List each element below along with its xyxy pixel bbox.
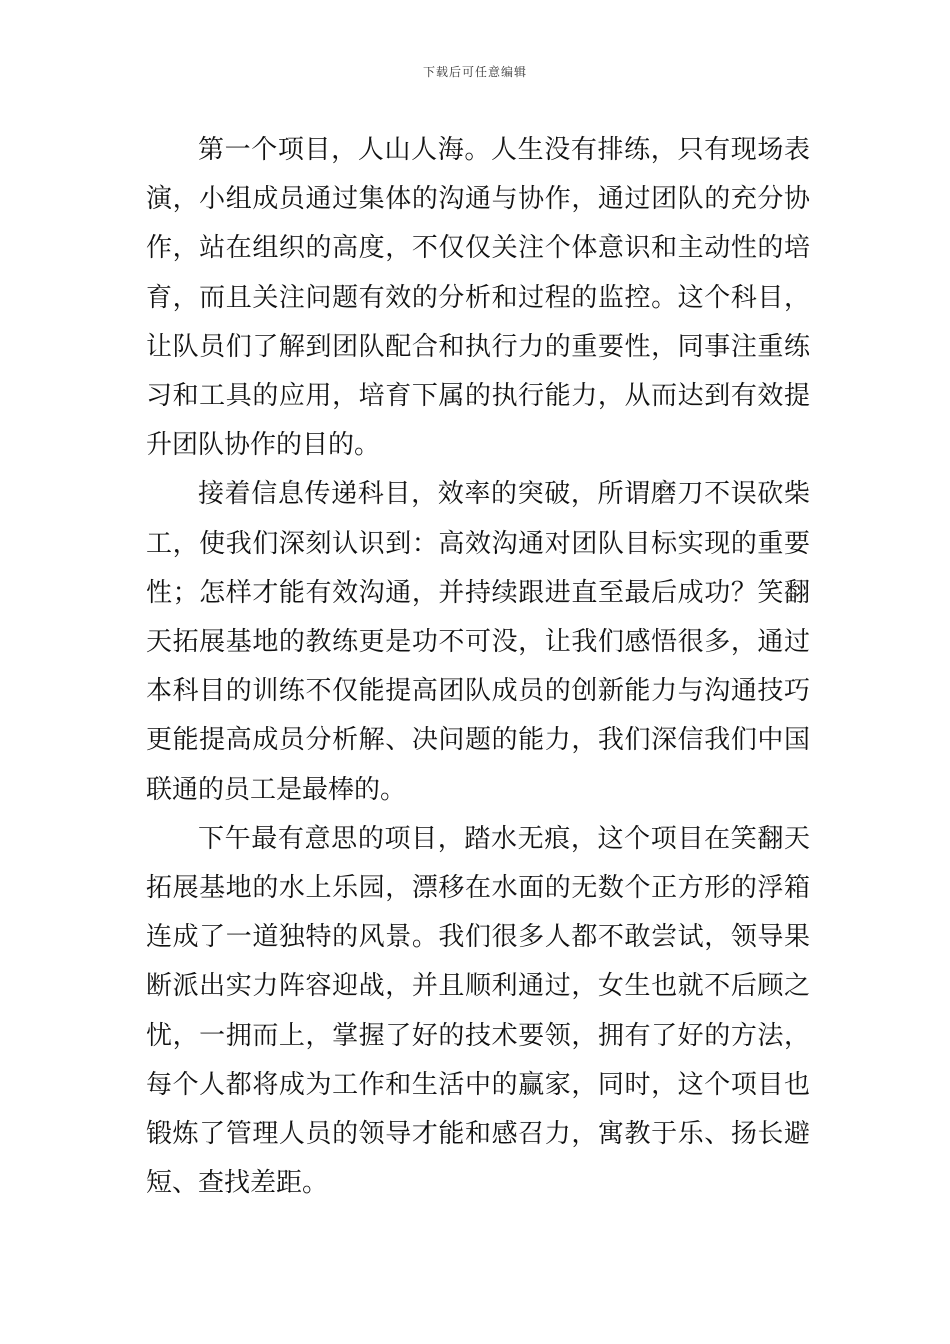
paragraph-2: 接着信息传递科目，效率的突破，所谓磨刀不误砍柴工，使我们深刻认识到：高效沟通对团队目标实现的重要性；怎样才能有效沟通，并持续跟进直至最后成功？笑翻天拓展基地的教练更是功不可没，让我们感悟很多，通过本科目的训练不仅能提高团队成员的创新能力与沟通技巧更能提高成员分析解、决问题的能力，我们深信我们中国联通的员工是最棒的。 <box>146 479 810 805</box>
page-header: 下载后可任意编辑 <box>422 65 527 79</box>
paragraph-1: 第一个项目，人山人海。人生没有排练，只有现场表演，小组成员通过集体的沟通与协作，通过团队的充分协作，站在组织的高度，不仅仅关注个体意识和主动性的培育，而且关注问题有效的分析和过程的监控。这个科目，让队员们了解到团队配合和执行力的重要性，同事注重练习和工具的应用，培育下属的执行能力，从而达到有效提升团队协作的目的。 <box>146 135 810 461</box>
paragraph-3: 下午最有意思的项目，踏水无痕，这个项目在笑翻天拓展基地的水上乐园，漂移在水面的无数个正方形的浮箱连成了一道独特的风景。我们很多人都不敢尝试，领导果断派出实力阵容迎战，并且顺利通过，女生也就不后顾之忧，一拥而上，掌握了好的技术要领，拥有了好的方法，每个人都将成为工作和生活中的赢家，同时，这个项目也锻炼了管理人员的领导才能和感召力，寓教于乐、扬长避短、查找差距。 <box>146 823 810 1199</box>
document-body <box>146 126 810 1208</box>
